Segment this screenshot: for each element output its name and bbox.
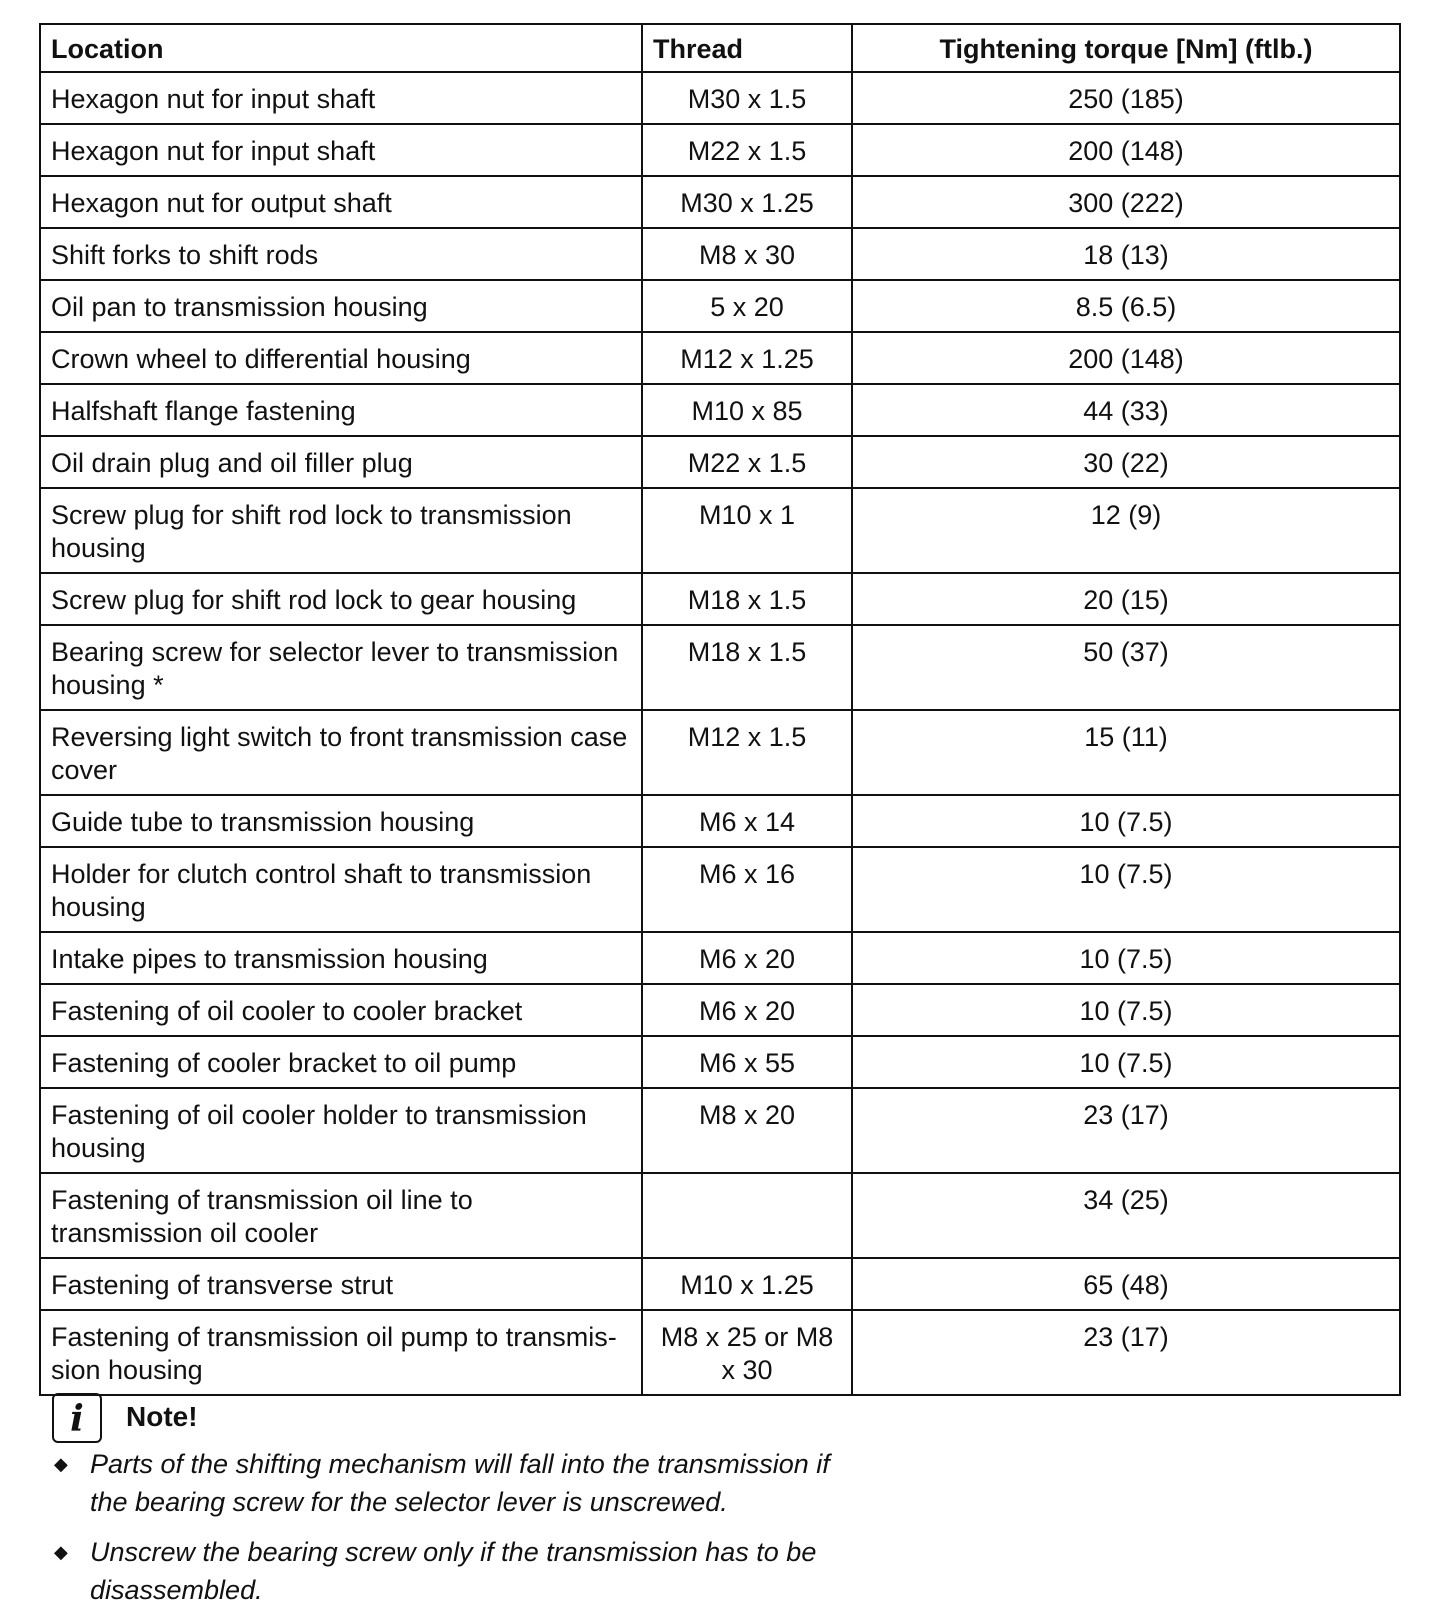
note-text: Parts of the shifting mechanism will fall into the transmission if the bearing screw for the selector lever is unscrewed.	[90, 1449, 830, 1517]
torque-cell: 10 (7.5)	[852, 932, 1400, 984]
thread-cell: M12 x 1.25	[642, 332, 852, 384]
table-header-row	[40, 24, 1400, 72]
table-row	[40, 1173, 1400, 1258]
torque-cell: 8.5 (6.5)	[852, 280, 1400, 332]
location-cell: Hexagon nut for output shaft	[40, 176, 642, 228]
table-row	[40, 72, 1400, 124]
location-cell: Fastening of oil cooler to cooler bracket	[40, 984, 642, 1036]
thread-cell: M22 x 1.5	[642, 124, 852, 176]
thread-cell: M8 x 25 or M8 x 30	[642, 1310, 852, 1395]
thread-cell: M30 x 1.5	[642, 72, 852, 124]
thread-cell: M8 x 20	[642, 1088, 852, 1173]
location-cell: Guide tube to transmission housing	[40, 795, 642, 847]
thread-cell: M8 x 30	[642, 228, 852, 280]
bullet-icon: ◆	[54, 1454, 68, 1474]
location-cell: Screw plug for shift rod lock to transmission housing	[40, 488, 642, 573]
torque-cell: 23 (17)	[852, 1310, 1400, 1395]
torque-cell: 200 (148)	[852, 124, 1400, 176]
thread-cell: M22 x 1.5	[642, 436, 852, 488]
thread-cell: M6 x 55	[642, 1036, 852, 1088]
location-cell: Hexagon nut for input shaft	[40, 72, 642, 124]
torque-cell: 44 (33)	[852, 384, 1400, 436]
thread-cell: M6 x 20	[642, 932, 852, 984]
location-cell: Intake pipes to transmission housing	[40, 932, 642, 984]
location-cell: Bearing screw for selector lever to transmission housing *	[40, 625, 642, 710]
location-cell: Oil pan to transmission housing	[40, 280, 642, 332]
torque-cell: 65 (48)	[852, 1258, 1400, 1310]
torque-cell: 23 (17)	[852, 1088, 1400, 1173]
note-bullet	[52, 1533, 852, 1609]
thread-cell: M18 x 1.5	[642, 625, 852, 710]
table-row	[40, 488, 1400, 573]
table-row	[40, 625, 1400, 710]
table-row	[40, 384, 1400, 436]
header-torque: Tightening torque [Nm] (ftlb.)	[852, 24, 1400, 72]
thread-cell: M10 x 85	[642, 384, 852, 436]
location-cell: Shift forks to shift rods	[40, 228, 642, 280]
torque-cell: 250 (185)	[852, 72, 1400, 124]
location-cell: Fastening of transverse strut	[40, 1258, 642, 1310]
torque-cell: 12 (9)	[852, 488, 1400, 573]
table-row	[40, 332, 1400, 384]
torque-cell: 34 (25)	[852, 1173, 1400, 1258]
table-row	[40, 176, 1400, 228]
thread-cell: M30 x 1.25	[642, 176, 852, 228]
table-row	[40, 573, 1400, 625]
table-row	[40, 1088, 1400, 1173]
table-row	[40, 1310, 1400, 1395]
thread-cell: M18 x 1.5	[642, 573, 852, 625]
location-cell: Crown wheel to differential housing	[40, 332, 642, 384]
info-icon: i	[52, 1393, 102, 1443]
table-row	[40, 280, 1400, 332]
torque-cell: 18 (13)	[852, 228, 1400, 280]
thread-cell	[642, 1173, 852, 1258]
location-cell: Halfshaft flange fastening	[40, 384, 642, 436]
bullet-icon: ◆	[54, 1542, 68, 1562]
note-text: Unscrew the bearing screw only if the transmission has to be disassembled.	[90, 1537, 817, 1605]
torque-cell: 50 (37)	[852, 625, 1400, 710]
location-cell: Screw plug for shift rod lock to gear housing	[40, 573, 642, 625]
note-bullet	[52, 1445, 852, 1521]
torque-cell: 300 (222)	[852, 176, 1400, 228]
table-row	[40, 984, 1400, 1036]
table-row	[40, 436, 1400, 488]
torque-cell: 200 (148)	[852, 332, 1400, 384]
table-row	[40, 932, 1400, 984]
table-row	[40, 710, 1400, 795]
torque-cell: 15 (11)	[852, 710, 1400, 795]
torque-cell: 10 (7.5)	[852, 795, 1400, 847]
location-cell: Fastening of cooler bracket to oil pump	[40, 1036, 642, 1088]
thread-cell: M6 x 14	[642, 795, 852, 847]
thread-cell: M10 x 1	[642, 488, 852, 573]
torque-table	[39, 23, 1401, 1396]
location-cell: Hexagon nut for input shaft	[40, 124, 642, 176]
note-list	[52, 1445, 852, 1621]
torque-cell: 10 (7.5)	[852, 984, 1400, 1036]
torque-cell: 10 (7.5)	[852, 847, 1400, 932]
table-row	[40, 795, 1400, 847]
thread-cell: M10 x 1.25	[642, 1258, 852, 1310]
torque-cell: 20 (15)	[852, 573, 1400, 625]
location-cell: Holder for clutch control shaft to transmission housing	[40, 847, 642, 932]
torque-cell: 10 (7.5)	[852, 1036, 1400, 1088]
location-cell: Fastening of oil cooler holder to transmission housing	[40, 1088, 642, 1173]
header-thread: Thread	[642, 24, 852, 72]
thread-cell: M12 x 1.5	[642, 710, 852, 795]
table-row	[40, 1258, 1400, 1310]
thread-cell: 5 x 20	[642, 280, 852, 332]
table-row	[40, 847, 1400, 932]
thread-cell: M6 x 20	[642, 984, 852, 1036]
thread-cell: M6 x 16	[642, 847, 852, 932]
note-title: Note!	[126, 1401, 198, 1432]
table-row	[40, 124, 1400, 176]
header-location: Location	[40, 24, 642, 72]
location-cell: Fastening of transmission oil pump to transmis-sion housing	[40, 1310, 642, 1395]
location-cell: Oil drain plug and oil filler plug	[40, 436, 642, 488]
table-row	[40, 1036, 1400, 1088]
torque-cell: 30 (22)	[852, 436, 1400, 488]
table-row	[40, 228, 1400, 280]
location-cell: Fastening of transmission oil line to transmission oil cooler	[40, 1173, 642, 1258]
location-cell: Reversing light switch to front transmission case cover	[40, 710, 642, 795]
